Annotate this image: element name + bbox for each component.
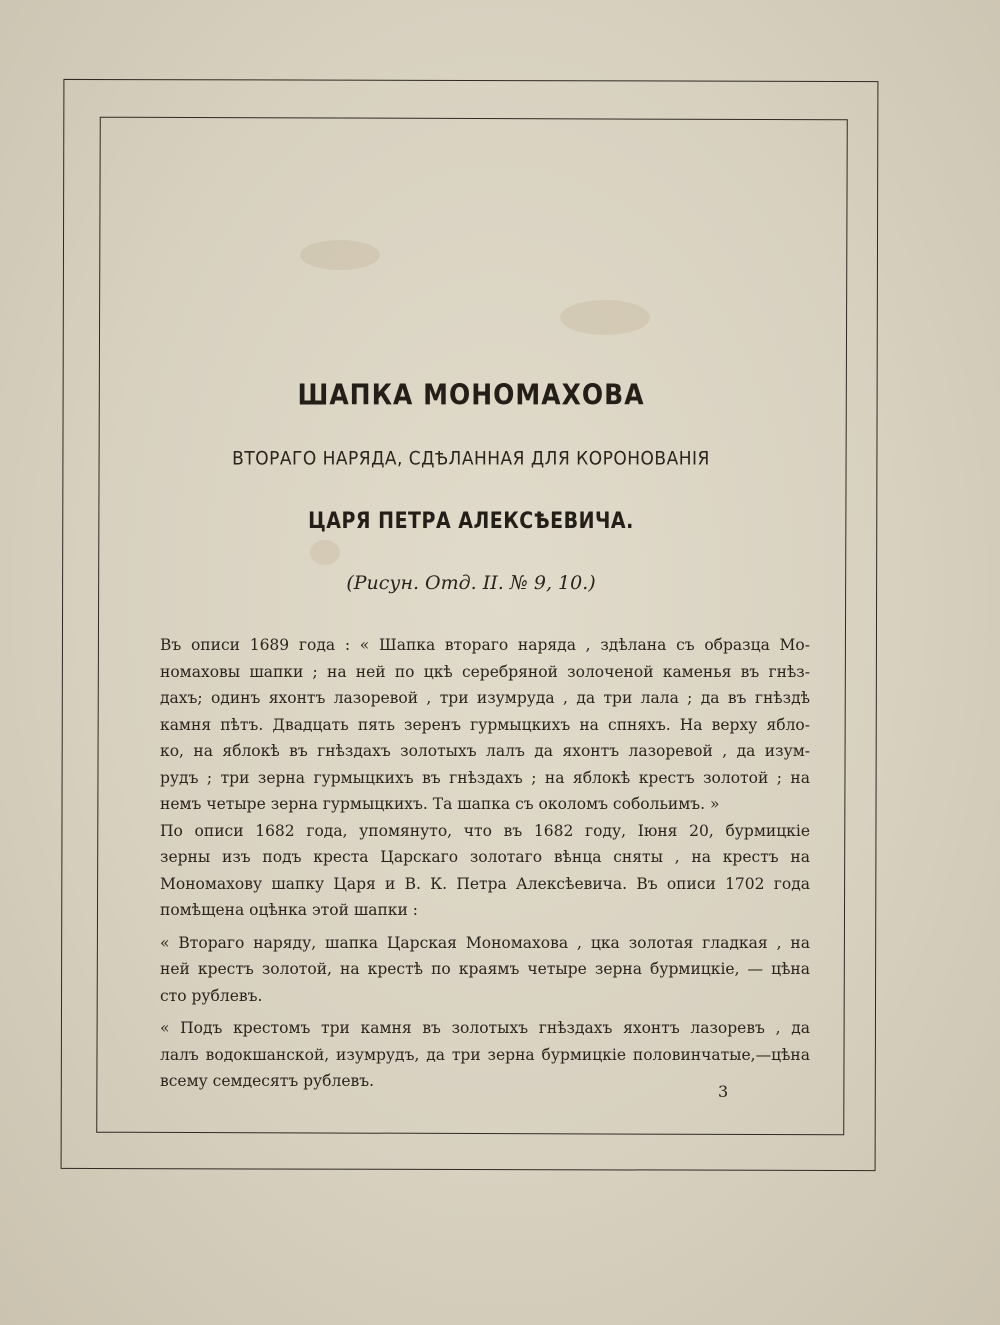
text-line: номаховы шапки ; на ней по цкѣ серебряной золоченой каменья въ гнѣз- <box>160 662 810 681</box>
text-line: Въ описи 1689 года : « Шапка втораго наряда , здѣлана съ образца Мо- <box>160 636 810 654</box>
text-line: немъ четыре зерна гурмыцкихъ. Та шапка съ околомъ собольимъ. » <box>160 795 720 813</box>
text-line: сто рублевъ. <box>160 986 263 1005</box>
text-line: зерны изъ подъ креста Царскаго золотаго вѣнца сняты , на крестъ на <box>160 848 810 866</box>
text-line: камня пѣтъ. Двадцать пять зеренъ гурмыцкихъ на спняхъ. На верху ябло- <box>160 715 810 734</box>
text-line: ней крестъ золотой, на крестѣ по краямъ четыре зерна бурмицкіе, — цѣна <box>160 960 810 978</box>
text-line: « Подъ крестомъ три камня въ золотыхъ гнѣздахъ яхонтъ лазоревъ , да <box>160 1019 810 1037</box>
text-line: ко, на яблокѣ въ гнѣздахъ золотыхъ лалъ да яхонтъ лазоревой , да изум- <box>160 742 810 760</box>
page-subtitle-name: ЦАРЯ ПЕТРА АЛЕКСѢЕВИЧА. <box>308 508 634 534</box>
text-line: лалъ водокшанской, изумрудъ, да три зерна бурмицкіе половинчатые,—цѣна <box>160 1045 810 1064</box>
text-line: « Втораго наряду, шапка Царская Мономахова , цка золотая гладкая , на <box>160 933 810 952</box>
text-line: рудъ ; три зерна гурмыцкихъ въ гнѣздахъ ; на яблокѣ крестъ золотой ; на <box>160 768 810 787</box>
text-line: По описи 1682 года, упомянуто, что въ 1682 году, Іюня 20, бурмицкіе <box>160 821 810 840</box>
paragraph <box>160 1015 810 1095</box>
body-text <box>160 632 810 1095</box>
page-subtitle: ВТОРАГО НАРЯДА, СДѢЛАННАЯ ДЛЯ КОРОНОВАНІЯ <box>232 448 710 470</box>
text-line: дахъ; одинъ яхонтъ лазоревой , три изумруда , да три лала ; да въ гнѣздѣ <box>160 689 810 707</box>
paragraph <box>160 818 810 924</box>
text-line: всему семдесятъ рублевъ. <box>160 1072 375 1090</box>
paragraph <box>160 632 810 818</box>
figure-reference: (Рисун. Отд. II. № 9, 10.) <box>346 572 596 594</box>
text-line: Мономахову шапку Царя и В. К. Петра Алексѣевича. Въ описи 1702 года <box>160 874 810 893</box>
text-line: помѣщена оцѣнка этой шапки : <box>160 901 418 919</box>
page-title: ШАПКА МОНОМАХОВА <box>297 377 645 412</box>
paragraph <box>160 930 810 1010</box>
page-number: 3 <box>718 1082 729 1101</box>
